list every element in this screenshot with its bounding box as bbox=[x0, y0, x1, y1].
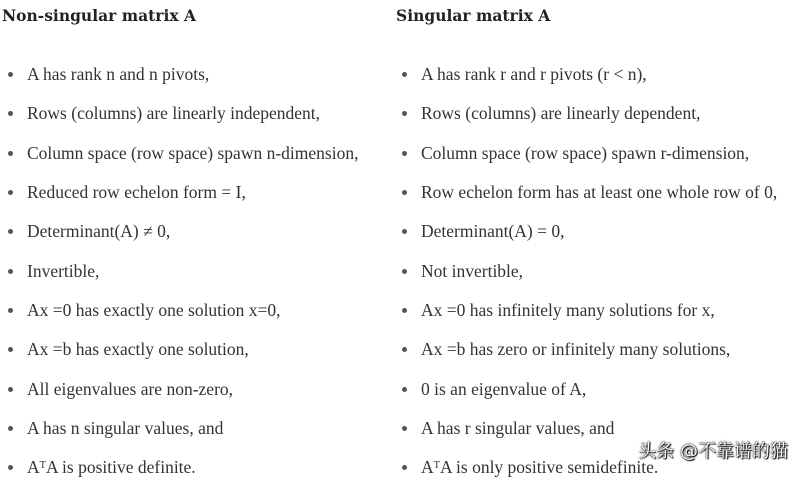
bullet-dot-icon bbox=[8, 151, 13, 156]
list-item bbox=[0, 212, 358, 251]
list-item-text: Rows (columns) are linearly independent, bbox=[27, 103, 321, 124]
bullet-dot-icon bbox=[402, 269, 407, 274]
list-item-text: Row echelon form has at least one whole row of 0, bbox=[421, 182, 778, 203]
list-item bbox=[0, 251, 358, 290]
list-item bbox=[396, 173, 777, 212]
list-item-text: All eigenvalues are non-zero, bbox=[27, 378, 234, 399]
list-item bbox=[396, 330, 777, 369]
list-item-text: 0 is an eigenvalue of A, bbox=[421, 378, 587, 399]
list-item-text: AᵀA is only positive semidefinite. bbox=[421, 457, 659, 478]
list-item-text: Not invertible, bbox=[421, 260, 524, 281]
bullet-dot-icon bbox=[8, 465, 13, 470]
singular-list bbox=[396, 55, 777, 487]
list-item bbox=[396, 212, 777, 251]
bullet-dot-icon bbox=[8, 72, 13, 77]
list-item-text: A has rank r and r pivots (r < n), bbox=[421, 64, 647, 85]
singular-heading: Singular matrix A bbox=[396, 6, 551, 25]
bullet-dot-icon bbox=[8, 347, 13, 352]
bullet-dot-icon bbox=[8, 308, 13, 313]
bullet-dot-icon bbox=[8, 387, 13, 392]
list-item bbox=[0, 291, 358, 330]
bullet-dot-icon bbox=[8, 190, 13, 195]
list-item-text: Determinant(A) = 0, bbox=[421, 221, 565, 242]
list-item bbox=[0, 330, 358, 369]
bullet-dot-icon bbox=[8, 269, 13, 274]
bullet-dot-icon bbox=[402, 387, 407, 392]
bullet-dot-icon bbox=[8, 111, 13, 116]
bullet-dot-icon bbox=[402, 190, 407, 195]
list-item-text: AᵀA is positive definite. bbox=[27, 457, 196, 478]
bullet-dot-icon bbox=[8, 229, 13, 234]
non-singular-list bbox=[0, 55, 358, 487]
bullet-dot-icon bbox=[402, 308, 407, 313]
bullet-dot-icon bbox=[402, 426, 407, 431]
list-item bbox=[0, 409, 358, 448]
list-item-text: Reduced row echelon form = I, bbox=[27, 182, 246, 203]
bullet-dot-icon bbox=[402, 229, 407, 234]
list-item-text: A has r singular values, and bbox=[421, 417, 615, 438]
list-item bbox=[0, 94, 358, 133]
bullet-dot-icon bbox=[402, 465, 407, 470]
bullet-dot-icon bbox=[8, 426, 13, 431]
list-item bbox=[396, 55, 777, 94]
list-item bbox=[396, 94, 777, 133]
list-item bbox=[0, 173, 358, 212]
non-singular-heading: Non-singular matrix A bbox=[2, 6, 197, 25]
list-item bbox=[0, 369, 358, 408]
bullet-dot-icon bbox=[402, 347, 407, 352]
list-item bbox=[0, 448, 358, 487]
list-item-text: Determinant(A) ≠ 0, bbox=[27, 221, 171, 242]
list-item-text: Ax =b has exactly one solution, bbox=[27, 339, 249, 360]
list-item bbox=[396, 369, 777, 408]
list-item-text: Ax =0 has infinitely many solutions for x, bbox=[421, 299, 715, 320]
watermark-text: 头条 @不靠谱的猫 bbox=[638, 441, 788, 462]
list-item-text: Ax =0 has exactly one solution x=0, bbox=[27, 299, 281, 320]
list-item bbox=[0, 134, 358, 173]
list-item-text: Invertible, bbox=[27, 260, 100, 281]
list-item-text: A has n singular values, and bbox=[27, 417, 224, 438]
list-item-text: Column space (row space) spawn n-dimension, bbox=[27, 142, 359, 163]
list-item bbox=[396, 251, 777, 290]
bullet-dot-icon bbox=[402, 151, 407, 156]
list-item-text: A has rank n and n pivots, bbox=[27, 64, 210, 85]
list-item bbox=[396, 291, 777, 330]
bullet-dot-icon bbox=[402, 72, 407, 77]
list-item bbox=[0, 55, 358, 94]
list-item-text: Rows (columns) are linearly dependent, bbox=[421, 103, 701, 124]
list-item bbox=[396, 134, 777, 173]
bullet-dot-icon bbox=[402, 111, 407, 116]
list-item-text: Column space (row space) spawn r-dimension, bbox=[421, 142, 750, 163]
list-item-text: Ax =b has zero or infinitely many solutions, bbox=[421, 339, 731, 360]
